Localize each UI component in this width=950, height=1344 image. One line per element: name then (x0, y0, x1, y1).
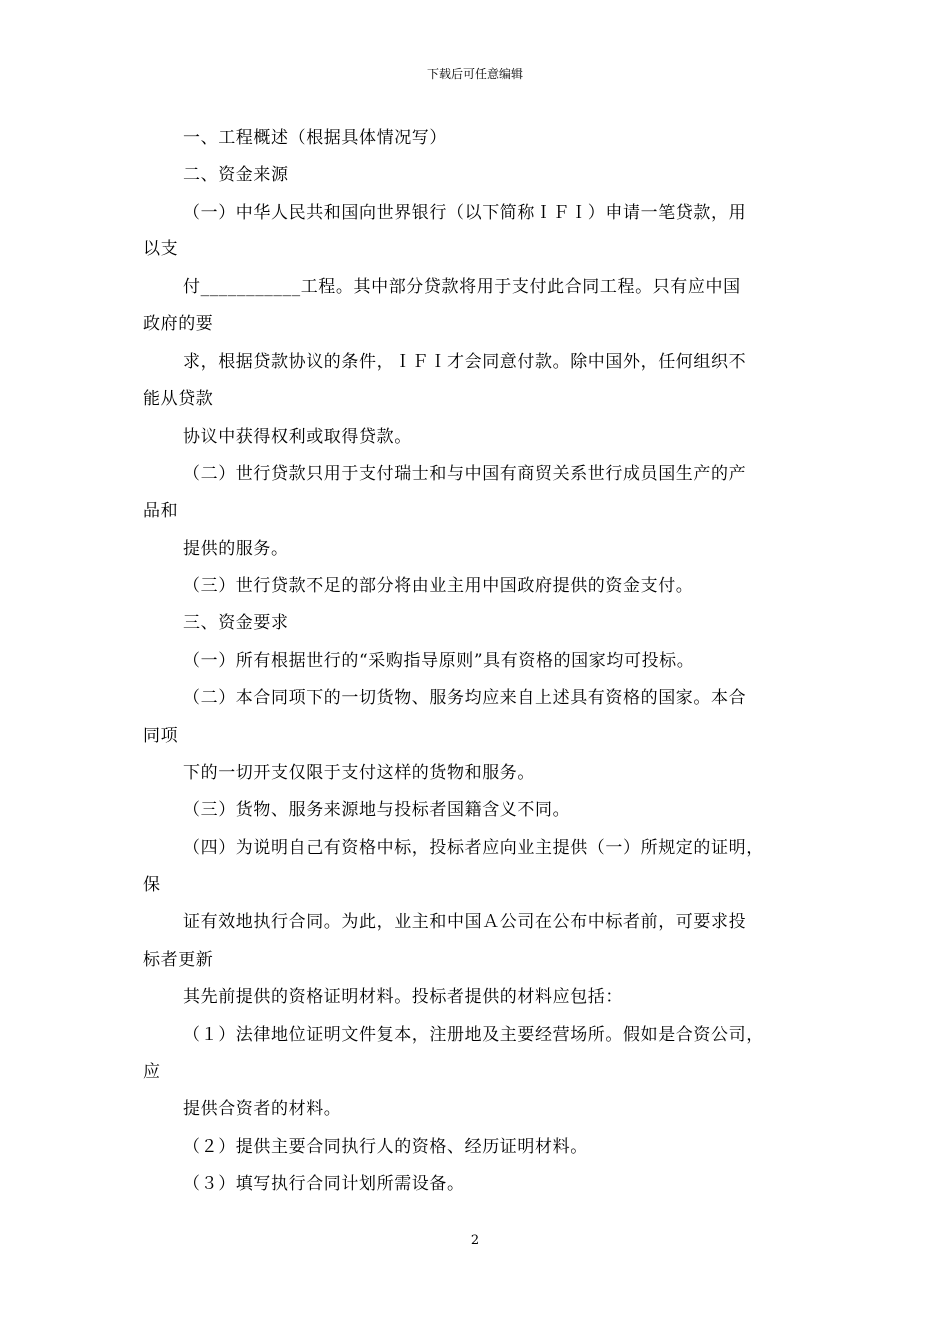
paragraph-line: 保 (143, 875, 161, 895)
paragraph-line: （三）世行贷款不足的部分将由业主用中国政府提供的资金支付。 (183, 576, 694, 596)
page-header: 下载后可任意编辑 (426, 67, 523, 81)
paragraph-line: （二）世行贷款只用于支付瑞士和与中国有商贸关系世行成员国生产的产 (183, 464, 747, 484)
page-number: 2 (470, 1233, 480, 1248)
paragraph-line: 品和 (143, 501, 179, 521)
paragraph-line: （四）为说明自己有资格中标，投标者应向业主提供（一）所规定的证明， (183, 838, 764, 858)
section-heading: 二、资金来源 (183, 165, 289, 185)
paragraph-line: 应 (143, 1062, 161, 1082)
paragraph-line: （一）中华人民共和国向世界银行（以下简称ＩＦＩ）申请一笔贷款，用 (183, 203, 747, 223)
paragraph-line: 提供合资者的材料。 (183, 1099, 342, 1119)
paragraph-line: （二）本合同项下的一切货物、服务均应来自上述具有资格的国家。本合 (183, 688, 747, 708)
paragraph-line: 证有效地执行合同。为此，业主和中国Ａ公司在公布中标者前，可要求投 (183, 912, 747, 932)
paragraph-line: （２）提供主要合同执行人的资格、经历证明材料。 (183, 1137, 588, 1157)
paragraph-line: （１）法律地位证明文件复本，注册地及主要经营场所。假如是合资公司， (183, 1025, 764, 1045)
paragraph-line: 政府的要 (143, 314, 214, 334)
paragraph-line: 协议中获得权利或取得贷款。 (183, 427, 412, 447)
paragraph-line: 提供的服务。 (183, 539, 289, 559)
section-heading: 一、工程概述（根据具体情况写） (183, 128, 447, 148)
paragraph-line: 同项 (143, 726, 179, 746)
paragraph-line: 求，根据贷款协议的条件，ＩＦＩ才会同意付款。除中国外，任何组织不 (183, 352, 747, 372)
paragraph-line: 标者更新 (143, 950, 214, 970)
paragraph-line: 下的一切开支仅限于支付这样的货物和服务。 (183, 763, 535, 783)
paragraph-line: （一）所有根据世行的“采购指导原则”具有资格的国家均可投标。 (183, 651, 695, 671)
paragraph-line: （三）货物、服务来源地与投标者国籍含义不同。 (183, 800, 571, 820)
paragraph-line: 付___________工程。其中部分贷款将用于支付此合同工程。只有应中国 (183, 277, 741, 297)
paragraph-line: 能从贷款 (143, 389, 214, 409)
section-heading: 三、资金要求 (183, 613, 289, 633)
paragraph-line: 其先前提供的资格证明材料。投标者提供的材料应包括： (183, 987, 623, 1007)
paragraph-line: （３）填写执行合同计划所需设备。 (183, 1174, 465, 1194)
paragraph-line: 以支 (143, 239, 179, 259)
